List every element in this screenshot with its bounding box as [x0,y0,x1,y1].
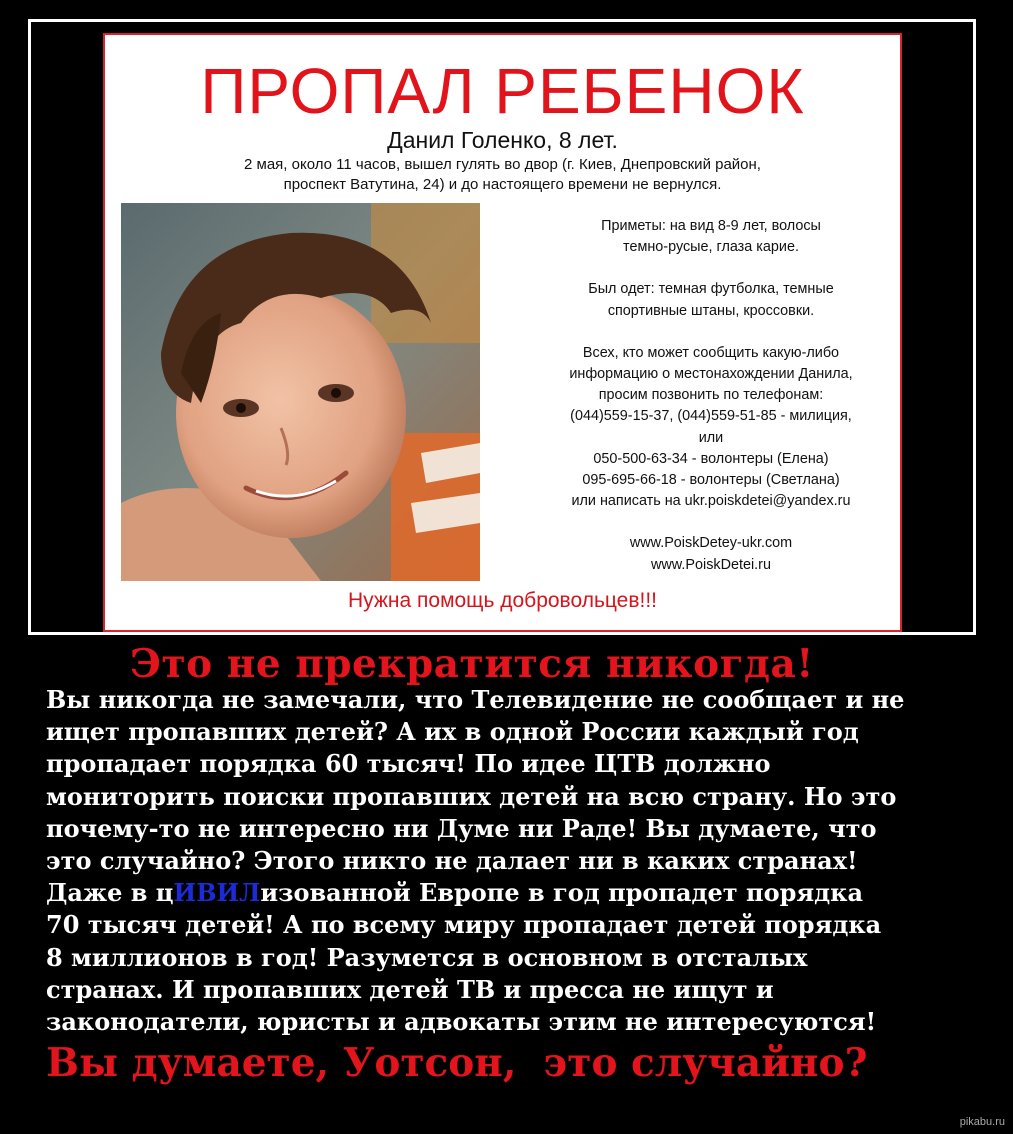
caption-line: странах. И пропавших детей ТВ и пресса не ищут и [46,974,774,1004]
watermark: pikabu.ru [959,1116,1005,1128]
description-line: Приметы: на вид 8-9 лет, волосы [601,218,821,234]
caption-line: законодатели, юристы и адвокаты этим не интересуются! [46,1007,877,1037]
website-link: www.PoiskDetey-ukr.com [629,535,793,552]
circumstances [165,155,840,195]
clothing-line: спортивные штаны, кроссовки. [607,302,815,319]
caption-line: 70 тысяч детей! А по всему миру пропадает детей порядка [46,910,882,940]
info-block [525,216,897,576]
caption-line: это случайно? Этого никто не далает ни в каких странах! [46,846,858,876]
caption-line: 8 миллионов в год! Разумется в основном в отсталых [46,942,808,972]
caption-line: мониторить поиски пропавших детей на всю страну. Но это [46,781,897,811]
contact-line: или написать на ukr.poiskdetei@yandex.ru [571,493,851,510]
contact-line: информацию о местонахождении Данила, [569,366,853,383]
contact-line: 050-500-63-34 - волонтеры (Елена) [593,450,829,467]
contact-line: 095-695-66-18 - волонтеры (Светлана) [582,472,840,489]
missing-child-poster [103,33,902,632]
highlighted-word: ИВИЛ [173,878,261,908]
caption-line-start: Даже в ц [46,878,174,908]
description-line: темно-русые, глаза карие. [623,239,799,256]
contact-line: Всех, кто может сообщить какую-либо [582,344,840,361]
circumstances-line: 2 мая, около 11 часов, вышел гулять во двор (г. Киев, Днепровский район, [244,156,761,173]
caption-final: Вы думаете, Уотсон, это случайно? [46,1040,868,1086]
circumstances-line: проспект Ватутина, 24) и до настоящего времени не вернулся. [283,176,722,193]
child-name: Данил Голенко, 8 лет. [387,127,618,153]
caption-line: пропадает порядка 60 тысяч! По идее ЦТВ должно [46,749,771,779]
contact-line: (044)559-15-37, (044)559-51-85 - милиция, [570,408,852,425]
caption-line: ищет пропавших детей? А их в одной России каждый год [46,717,859,747]
caption-line: Вы никогда не замечали, что Телевидение не сообщает и не [46,685,905,714]
poster-headline: ПРОПАЛ РЕБЕНОК [200,55,805,127]
contact-line: просим позвонить по телефонам: [598,387,824,404]
caption-line [46,877,1006,909]
website-link: www.PoiskDetei.ru [651,556,771,573]
help-request: Нужна помощь добровольцев!!! [347,589,658,612]
caption-line-end: изованной Европе в год пропадет порядка [260,878,863,908]
child-photo [121,203,480,581]
clothing-line: Был одет: темная футболка, темные [588,281,834,298]
caption-line: почему-то не интересно ни Думе ни Раде! Вы думаете, что [46,813,877,843]
caption-body [46,684,1006,1038]
caption-title: Это не прекратится никогда! [130,641,814,687]
contact-line: или [698,429,724,446]
